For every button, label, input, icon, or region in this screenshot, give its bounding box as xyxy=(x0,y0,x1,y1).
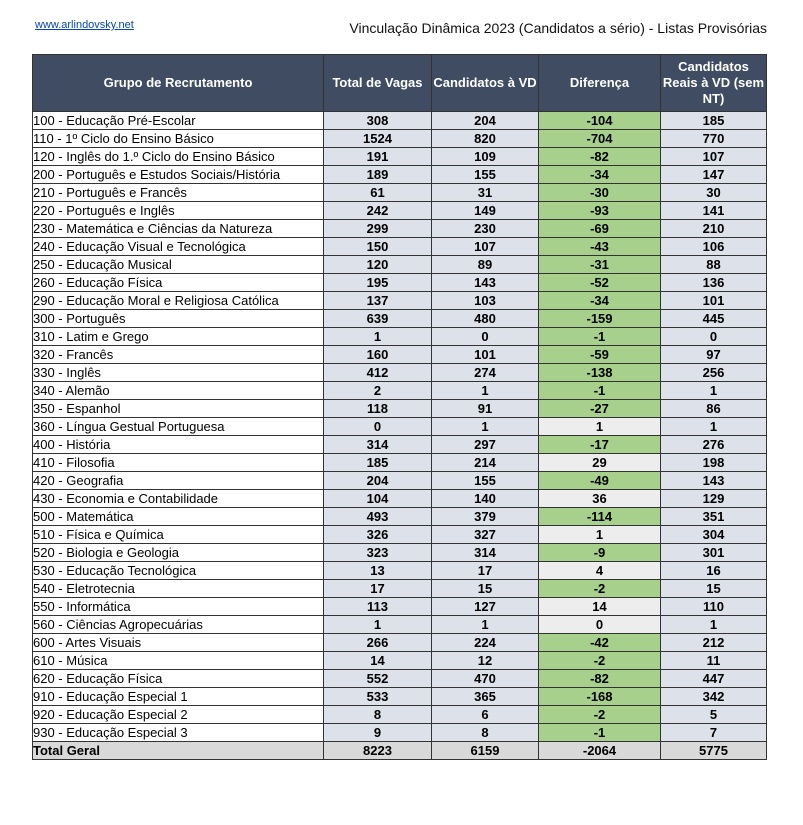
cell-reais: 212 xyxy=(661,634,767,652)
cell-candidatos: 89 xyxy=(432,256,539,274)
cell-grupo: 300 - Português xyxy=(33,310,324,328)
table-row xyxy=(33,706,767,724)
cell-grupo: 600 - Artes Visuais xyxy=(33,634,324,652)
cell-grupo: 260 - Educação Física xyxy=(33,274,324,292)
table-row xyxy=(33,670,767,688)
cell-vagas: 552 xyxy=(324,670,432,688)
cell-vagas: 533 xyxy=(324,688,432,706)
cell-grupo: 210 - Português e Francês xyxy=(33,184,324,202)
cell-candidatos: 0 xyxy=(432,328,539,346)
cell-diferenca: 4 xyxy=(539,562,661,580)
cell-candidatos: 12 xyxy=(432,652,539,670)
cell-diferenca: -704 xyxy=(539,130,661,148)
cell-reais: 141 xyxy=(661,202,767,220)
cell-candidatos: 6 xyxy=(432,706,539,724)
cell-grupo: 620 - Educação Física xyxy=(33,670,324,688)
cell-candidatos: 17 xyxy=(432,562,539,580)
cell-candidatos: 274 xyxy=(432,364,539,382)
cell-candidatos: 214 xyxy=(432,454,539,472)
cell-reais: 147 xyxy=(661,166,767,184)
cell-vagas: 639 xyxy=(324,310,432,328)
cell-vagas: 2 xyxy=(324,382,432,400)
cell-diferenca: -1 xyxy=(539,382,661,400)
cell-reais: 107 xyxy=(661,148,767,166)
cell-candidatos: 127 xyxy=(432,598,539,616)
cell-reais: 445 xyxy=(661,310,767,328)
table-row xyxy=(33,652,767,670)
cell-grupo: 250 - Educação Musical xyxy=(33,256,324,274)
cell-reais: 301 xyxy=(661,544,767,562)
cell-reais: 106 xyxy=(661,238,767,256)
cell-vagas: 13 xyxy=(324,562,432,580)
cell-diferenca: -43 xyxy=(539,238,661,256)
cell-candidatos: 480 xyxy=(432,310,539,328)
cell-reais: 304 xyxy=(661,526,767,544)
table-row xyxy=(33,526,767,544)
cell-grupo: 290 - Educação Moral e Religiosa Católica xyxy=(33,292,324,310)
cell-reais: 770 xyxy=(661,130,767,148)
cell-vagas: 266 xyxy=(324,634,432,652)
cell-diferenca: -27 xyxy=(539,400,661,418)
cell-vagas: 185 xyxy=(324,454,432,472)
table-row xyxy=(33,490,767,508)
cell-candidatos: 155 xyxy=(432,166,539,184)
total-vagas: 8223 xyxy=(324,742,432,760)
cell-reais: 447 xyxy=(661,670,767,688)
cell-vagas: 17 xyxy=(324,580,432,598)
cell-grupo: 340 - Alemão xyxy=(33,382,324,400)
table-row xyxy=(33,148,767,166)
cell-reais: 1 xyxy=(661,382,767,400)
table-row xyxy=(33,364,767,382)
cell-diferenca: -2 xyxy=(539,706,661,724)
cell-grupo: 350 - Espanhol xyxy=(33,400,324,418)
cell-grupo: 320 - Francês xyxy=(33,346,324,364)
cell-diferenca: 29 xyxy=(539,454,661,472)
cell-diferenca: -159 xyxy=(539,310,661,328)
cell-grupo: 520 - Biologia e Geologia xyxy=(33,544,324,562)
cell-reais: 30 xyxy=(661,184,767,202)
cell-vagas: 1 xyxy=(324,616,432,634)
column-header-vagas: Total de Vagas xyxy=(324,55,432,112)
recruitment-table xyxy=(32,54,767,760)
cell-candidatos: 327 xyxy=(432,526,539,544)
cell-diferenca: -168 xyxy=(539,688,661,706)
cell-vagas: 8 xyxy=(324,706,432,724)
cell-grupo: 220 - Português e Inglês xyxy=(33,202,324,220)
table-row xyxy=(33,292,767,310)
cell-grupo: 430 - Economia e Contabilidade xyxy=(33,490,324,508)
cell-grupo: 420 - Geografia xyxy=(33,472,324,490)
cell-reais: 86 xyxy=(661,400,767,418)
cell-candidatos: 31 xyxy=(432,184,539,202)
cell-reais: 276 xyxy=(661,436,767,454)
cell-candidatos: 109 xyxy=(432,148,539,166)
table-row xyxy=(33,544,767,562)
cell-candidatos: 143 xyxy=(432,274,539,292)
cell-reais: 351 xyxy=(661,508,767,526)
cell-candidatos: 379 xyxy=(432,508,539,526)
table-row xyxy=(33,220,767,238)
table-row xyxy=(33,616,767,634)
table-row xyxy=(33,310,767,328)
cell-vagas: 493 xyxy=(324,508,432,526)
cell-reais: 342 xyxy=(661,688,767,706)
page-title: Vinculação Dinâmica 2023 (Candidatos a sério) - Listas Provisórias xyxy=(349,20,767,36)
cell-vagas: 61 xyxy=(324,184,432,202)
cell-vagas: 160 xyxy=(324,346,432,364)
cell-diferenca: -52 xyxy=(539,274,661,292)
table-row xyxy=(33,688,767,706)
site-link[interactable]: www.arlindovsky.net xyxy=(35,19,134,31)
cell-diferenca: -114 xyxy=(539,508,661,526)
cell-diferenca: -93 xyxy=(539,202,661,220)
cell-vagas: 9 xyxy=(324,724,432,742)
table-row xyxy=(33,508,767,526)
cell-reais: 198 xyxy=(661,454,767,472)
total-candidatos: 6159 xyxy=(432,742,539,760)
cell-diferenca: -59 xyxy=(539,346,661,364)
cell-grupo: 550 - Informática xyxy=(33,598,324,616)
cell-grupo: 500 - Matemática xyxy=(33,508,324,526)
cell-vagas: 104 xyxy=(324,490,432,508)
cell-diferenca: -82 xyxy=(539,148,661,166)
cell-candidatos: 224 xyxy=(432,634,539,652)
cell-reais: 185 xyxy=(661,112,767,130)
table-row xyxy=(33,256,767,274)
cell-grupo: 120 - Inglês do 1.º Ciclo do Ensino Básico xyxy=(33,148,324,166)
cell-reais: 136 xyxy=(661,274,767,292)
cell-vagas: 314 xyxy=(324,436,432,454)
cell-vagas: 191 xyxy=(324,148,432,166)
table-row xyxy=(33,436,767,454)
cell-diferenca: -69 xyxy=(539,220,661,238)
cell-vagas: 1 xyxy=(324,328,432,346)
cell-reais: 143 xyxy=(661,472,767,490)
cell-diferenca: 1 xyxy=(539,418,661,436)
table-row xyxy=(33,580,767,598)
table-row xyxy=(33,724,767,742)
cell-diferenca: -49 xyxy=(539,472,661,490)
cell-vagas: 308 xyxy=(324,112,432,130)
cell-grupo: 910 - Educação Especial 1 xyxy=(33,688,324,706)
cell-grupo: 560 - Ciências Agropecuárias xyxy=(33,616,324,634)
cell-diferenca: -31 xyxy=(539,256,661,274)
table-row xyxy=(33,130,767,148)
cell-diferenca: -34 xyxy=(539,292,661,310)
cell-vagas: 0 xyxy=(324,418,432,436)
cell-vagas: 113 xyxy=(324,598,432,616)
cell-vagas: 137 xyxy=(324,292,432,310)
cell-diferenca: -9 xyxy=(539,544,661,562)
total-reais: 5775 xyxy=(661,742,767,760)
cell-candidatos: 103 xyxy=(432,292,539,310)
table-row xyxy=(33,454,767,472)
cell-reais: 97 xyxy=(661,346,767,364)
cell-grupo: 200 - Português e Estudos Sociais/História xyxy=(33,166,324,184)
cell-reais: 1 xyxy=(661,418,767,436)
table-row xyxy=(33,472,767,490)
cell-candidatos: 365 xyxy=(432,688,539,706)
cell-vagas: 242 xyxy=(324,202,432,220)
column-header-candidatos: Candidatos à VD xyxy=(432,55,539,112)
cell-reais: 0 xyxy=(661,328,767,346)
cell-grupo: 530 - Educação Tecnológica xyxy=(33,562,324,580)
cell-grupo: 360 - Língua Gestual Portuguesa xyxy=(33,418,324,436)
table-row xyxy=(33,274,767,292)
cell-candidatos: 230 xyxy=(432,220,539,238)
cell-reais: 1 xyxy=(661,616,767,634)
table-row xyxy=(33,634,767,652)
cell-grupo: 110 - 1º Ciclo do Ensino Básico xyxy=(33,130,324,148)
cell-candidatos: 15 xyxy=(432,580,539,598)
cell-grupo: 310 - Latim e Grego xyxy=(33,328,324,346)
cell-vagas: 14 xyxy=(324,652,432,670)
cell-vagas: 299 xyxy=(324,220,432,238)
cell-candidatos: 107 xyxy=(432,238,539,256)
cell-diferenca: -2 xyxy=(539,580,661,598)
cell-candidatos: 1 xyxy=(432,616,539,634)
cell-reais: 5 xyxy=(661,706,767,724)
cell-grupo: 610 - Música xyxy=(33,652,324,670)
table-row xyxy=(33,418,767,436)
cell-grupo: 240 - Educação Visual e Tecnológica xyxy=(33,238,324,256)
cell-diferenca: 0 xyxy=(539,616,661,634)
cell-vagas: 189 xyxy=(324,166,432,184)
table-row xyxy=(33,112,767,130)
cell-diferenca: 36 xyxy=(539,490,661,508)
cell-grupo: 920 - Educação Especial 2 xyxy=(33,706,324,724)
cell-vagas: 412 xyxy=(324,364,432,382)
cell-vagas: 323 xyxy=(324,544,432,562)
cell-diferenca: -2 xyxy=(539,652,661,670)
cell-diferenca: -17 xyxy=(539,436,661,454)
cell-diferenca: -82 xyxy=(539,670,661,688)
cell-candidatos: 101 xyxy=(432,346,539,364)
table-row xyxy=(33,400,767,418)
cell-candidatos: 155 xyxy=(432,472,539,490)
cell-vagas: 120 xyxy=(324,256,432,274)
table-row xyxy=(33,328,767,346)
cell-diferenca: -34 xyxy=(539,166,661,184)
cell-candidatos: 8 xyxy=(432,724,539,742)
cell-grupo: 230 - Matemática e Ciências da Natureza xyxy=(33,220,324,238)
cell-vagas: 195 xyxy=(324,274,432,292)
cell-vagas: 204 xyxy=(324,472,432,490)
table-row xyxy=(33,202,767,220)
cell-grupo: 510 - Física e Química xyxy=(33,526,324,544)
cell-candidatos: 1 xyxy=(432,382,539,400)
cell-grupo: 540 - Eletrotecnia xyxy=(33,580,324,598)
cell-diferenca: -30 xyxy=(539,184,661,202)
cell-reais: 16 xyxy=(661,562,767,580)
cell-vagas: 118 xyxy=(324,400,432,418)
table-row xyxy=(33,184,767,202)
cell-grupo: 410 - Filosofia xyxy=(33,454,324,472)
table-row xyxy=(33,238,767,256)
cell-candidatos: 149 xyxy=(432,202,539,220)
cell-reais: 210 xyxy=(661,220,767,238)
total-label: Total Geral xyxy=(33,742,324,760)
cell-reais: 15 xyxy=(661,580,767,598)
table-row xyxy=(33,382,767,400)
cell-vagas: 1524 xyxy=(324,130,432,148)
cell-reais: 110 xyxy=(661,598,767,616)
cell-diferenca: -138 xyxy=(539,364,661,382)
cell-diferenca: -1 xyxy=(539,328,661,346)
cell-reais: 88 xyxy=(661,256,767,274)
table-header-row xyxy=(33,55,767,112)
cell-vagas: 150 xyxy=(324,238,432,256)
cell-diferenca: -104 xyxy=(539,112,661,130)
cell-grupo: 930 - Educação Especial 3 xyxy=(33,724,324,742)
cell-candidatos: 820 xyxy=(432,130,539,148)
cell-candidatos: 470 xyxy=(432,670,539,688)
cell-candidatos: 204 xyxy=(432,112,539,130)
total-row xyxy=(33,742,767,760)
cell-candidatos: 297 xyxy=(432,436,539,454)
cell-reais: 129 xyxy=(661,490,767,508)
column-header-reais: Candidatos Reais à VD (sem NT) xyxy=(661,55,767,112)
cell-reais: 11 xyxy=(661,652,767,670)
cell-reais: 7 xyxy=(661,724,767,742)
table-row xyxy=(33,562,767,580)
column-header-grupo: Grupo de Recrutamento xyxy=(33,55,324,112)
cell-grupo: 100 - Educação Pré-Escolar xyxy=(33,112,324,130)
cell-diferenca: 1 xyxy=(539,526,661,544)
cell-diferenca: -42 xyxy=(539,634,661,652)
cell-candidatos: 1 xyxy=(432,418,539,436)
table-row xyxy=(33,346,767,364)
table-row xyxy=(33,166,767,184)
cell-diferenca: 14 xyxy=(539,598,661,616)
cell-reais: 101 xyxy=(661,292,767,310)
cell-vagas: 326 xyxy=(324,526,432,544)
cell-diferenca: -1 xyxy=(539,724,661,742)
table-row xyxy=(33,598,767,616)
cell-candidatos: 140 xyxy=(432,490,539,508)
cell-grupo: 330 - Inglês xyxy=(33,364,324,382)
total-diferenca: -2064 xyxy=(539,742,661,760)
cell-grupo: 400 - História xyxy=(33,436,324,454)
cell-candidatos: 91 xyxy=(432,400,539,418)
cell-candidatos: 314 xyxy=(432,544,539,562)
column-header-diferenca: Diferença xyxy=(539,55,661,112)
cell-reais: 256 xyxy=(661,364,767,382)
